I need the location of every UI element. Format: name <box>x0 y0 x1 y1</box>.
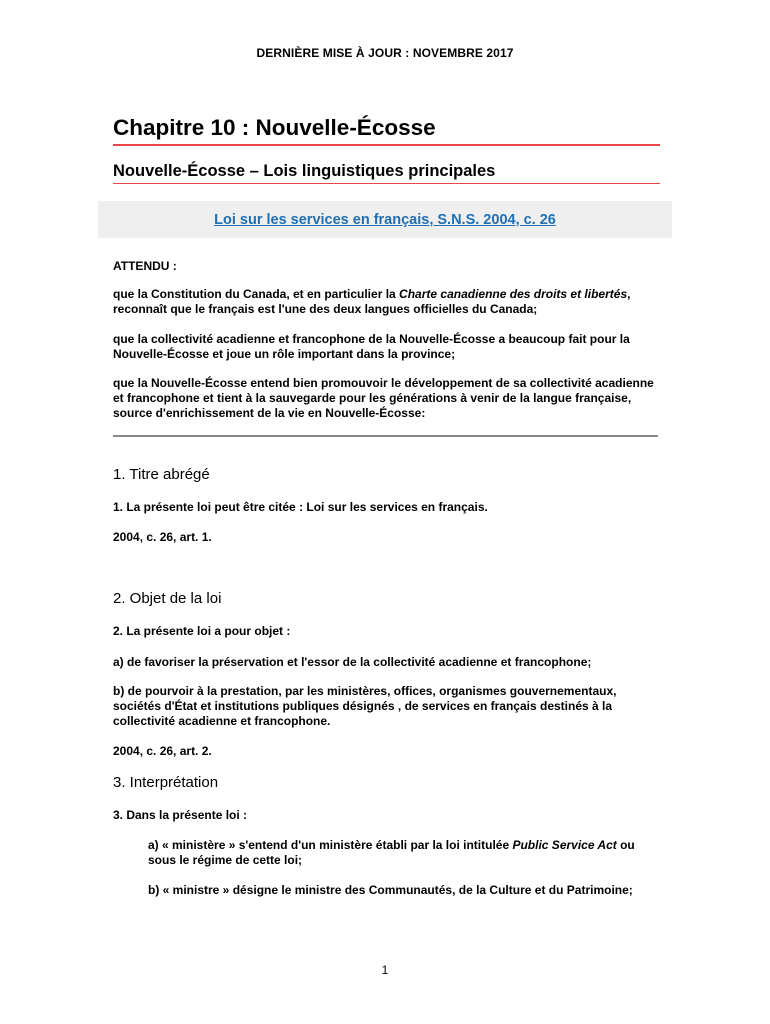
preamble-heading: ATTENDU : <box>113 259 177 273</box>
definition-a-text-end: ou sous le régime de cette loi; <box>148 838 635 867</box>
article-1-text: 1. La présente loi peut être citée : Loi sur les services en français. <box>113 500 488 514</box>
article-1-citation: 2004, c. 26, art. 1. <box>113 530 212 544</box>
charter-title: Charte canadienne des droits et libertés <box>399 287 628 301</box>
public-service-act-title: Public Service Act <box>512 838 617 852</box>
article-2-intro: 2. La présente loi a pour objet : <box>113 624 291 638</box>
preamble-p1-text-end: , reconnaît que le français est l'une des deux langues officielles du Canada; <box>113 287 631 316</box>
article-2-item-a: a) de favoriser la préservation et l'essor de la collectivité acadienne et francophone; <box>113 655 592 669</box>
preamble-paragraph-2: que la collectivité acadienne et francophone de la Nouvelle-Écosse a beaucoup fait pour la Nouvelle-Écosse et joue un rôle important dans la province; <box>113 332 630 361</box>
article-3-definition-b: b) « ministre » désigne le ministre des Communautés, de la Culture et du Patrimoine; <box>148 883 633 897</box>
running-header: DERNIÈRE MISE À JOUR : NOVEMBRE 2017 <box>256 46 514 60</box>
law-banner <box>98 201 672 238</box>
definition-a-text-start: a) « ministère » s'entend d'un ministère établi par la loi intitulée <box>148 838 513 852</box>
preamble-p1-text-start: que la Constitution du Canada, et en particulier la <box>113 287 400 301</box>
article-2-citation: 2004, c. 26, art. 2. <box>113 744 212 758</box>
article-3-intro: 3. Dans la présente loi : <box>113 808 248 822</box>
article-3-definition-a <box>148 838 658 868</box>
section-divider <box>113 435 658 437</box>
preamble-paragraph-3: que la Nouvelle-Écosse entend bien promouvoir le développement de sa collectivité acadienne et francophone et tient à la sauvegarde pour les générations à venir de la langue française, source d'enrichissement de la vie en Nouvelle-Écosse: <box>113 376 654 420</box>
section-title: Nouvelle-Écosse – Lois linguistiques principales <box>113 160 660 184</box>
article-2-item-b: b) de pourvoir à la prestation, par les ministères, offices, organismes gouvernementaux, sociétés d'État et institutions publiques désignés , de services en français destinés à la collectivité acadienne et francophone. <box>113 684 617 728</box>
law-title-link[interactable]: Loi sur les services en français, S.N.S. 2004, c. 26 <box>214 211 556 228</box>
article-2-heading: 2. Objet de la loi <box>113 590 222 607</box>
chapter-title: Chapitre 10 : Nouvelle-Écosse <box>113 114 660 146</box>
article-3-heading: 3. Interprétation <box>113 774 219 791</box>
preamble-paragraph-1 <box>113 287 663 317</box>
page-number: 1 <box>381 963 389 977</box>
article-1-heading: 1. Titre abrégé <box>113 466 210 483</box>
